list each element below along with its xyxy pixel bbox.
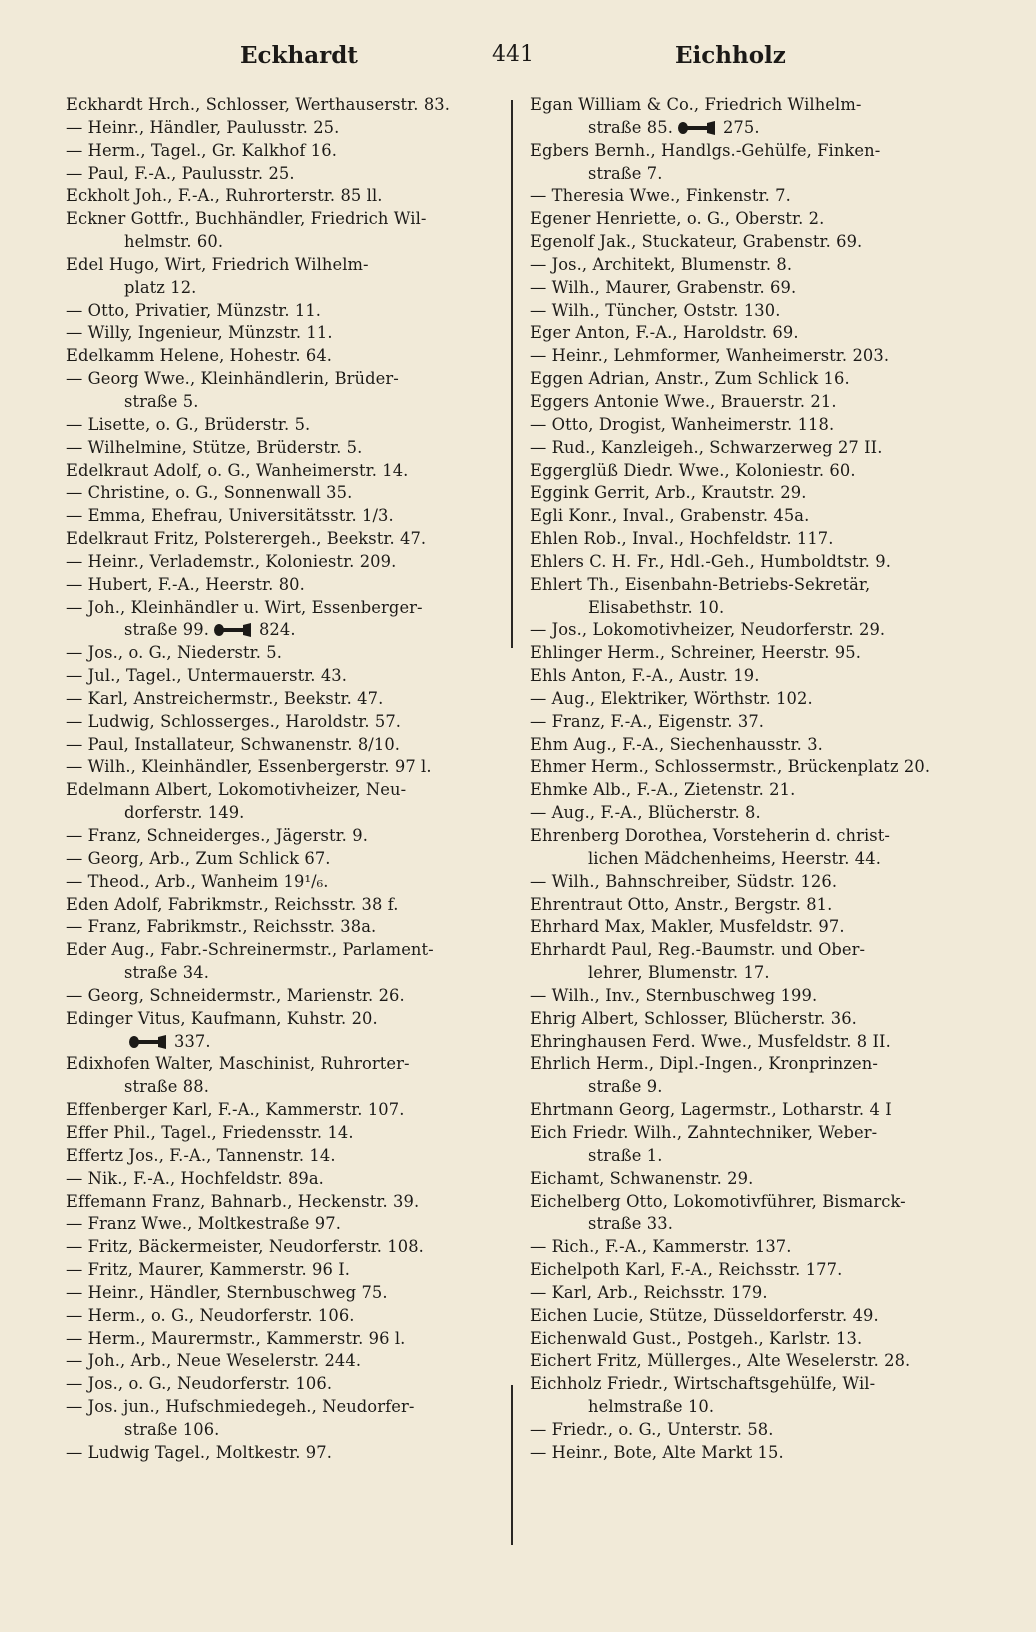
- entry-text: Edelkraut Adolf, o. G., Wanheimerstr. 14.: [66, 460, 409, 480]
- entry-continuation-text: straße 85.: [588, 117, 673, 137]
- entry-text: Eichert Fritz, Müllerges., Alte Weselerstr. 28.: [530, 1351, 911, 1371]
- directory-entry: [66, 505, 502, 528]
- entry-text: Eichen Lucie, Stütze, Düsseldorferstr. 49.: [530, 1305, 879, 1325]
- entry-continuation-text: helmstr. 60.: [124, 232, 224, 252]
- entry-text: — Franz, Fabrikmstr., Reichsstr. 38a.: [66, 917, 377, 937]
- entry-text: — Jos., Architekt, Blumenstr. 8.: [530, 254, 793, 274]
- directory-entry: [66, 574, 502, 597]
- entry-text: Eden Adolf, Fabrikmstr., Reichsstr. 38 f.: [66, 894, 399, 914]
- entry-text: Egener Henriette, o. G., Oberstr. 2.: [530, 209, 825, 229]
- directory-entry: [530, 208, 986, 231]
- entry-text: — Theresia Wwe., Finkenstr. 7.: [530, 186, 791, 206]
- directory-entry: [66, 665, 502, 688]
- directory-entry: [530, 985, 986, 1008]
- entry-text: — Jul., Tagel., Untermauerstr. 43.: [66, 666, 348, 686]
- entry-text: Ehrenberg Dorothea, Vorsteherin d. christ-: [530, 826, 890, 845]
- directory-entry: [530, 665, 986, 688]
- directory-entry: [66, 1350, 502, 1373]
- directory-entry: [530, 939, 986, 985]
- entry-text: Ehrhardt Paul, Reg.-Baumstr. und Ober-: [530, 940, 866, 960]
- entry-continuation: [530, 962, 986, 985]
- entry-text: — Jos. jun., Hufschmiedegeh., Neudorfer-: [66, 1397, 415, 1417]
- entry-text: Effenberger Karl, F.-A., Kammerstr. 107.: [66, 1100, 405, 1120]
- directory-entry: [66, 848, 502, 871]
- entry-text: Edinger Vitus, Kaufmann, Kuhstr. 20.: [66, 1008, 378, 1028]
- entry-continuation-text: straße 33.: [588, 1214, 673, 1234]
- entry-text: Effertz Jos., F.-A., Tannenstr. 14.: [66, 1145, 336, 1165]
- directory-entry: [530, 1282, 986, 1305]
- directory-entry: [530, 642, 986, 665]
- entry-text: — Georg, Schneidermstr., Marienstr. 26.: [66, 985, 405, 1005]
- directory-entry: [66, 1282, 502, 1305]
- entry-text: Eichenwald Gust., Postgeh., Karlstr. 13.: [530, 1328, 863, 1348]
- entry-continuation: [530, 1076, 986, 1099]
- entry-continuation: [530, 117, 986, 140]
- directory-entry: [530, 825, 986, 871]
- left-column: [66, 94, 502, 1465]
- column-divider-bottom: [511, 1385, 513, 1545]
- entry-text: — Jos., o. G., Niederstr. 5.: [66, 643, 282, 663]
- phone-number: 275.: [722, 117, 760, 137]
- entry-text: — Wilh., Inv., Sternbuschweg 199.: [530, 985, 818, 1005]
- directory-entry: [530, 1419, 986, 1442]
- directory-entry: [66, 1213, 502, 1236]
- directory-entry: [530, 1373, 986, 1419]
- entry-text: Eger Anton, F.-A., Haroldstr. 69.: [530, 323, 799, 343]
- directory-entry: [530, 1328, 986, 1351]
- directory-entry: [530, 1236, 986, 1259]
- entry-text: Ehm Aug., F.-A., Siechenhausstr. 3.: [530, 734, 823, 754]
- entry-text: — Herm., Maurermstr., Kammerstr. 96 l.: [66, 1328, 406, 1348]
- directory-entry: [530, 894, 986, 917]
- entry-continuation-text: straße 34.: [124, 963, 209, 983]
- entry-text: Edelkamm Helene, Hohestr. 64.: [66, 346, 333, 366]
- directory-entry: [66, 642, 502, 665]
- entry-text: Ehlert Th., Eisenbahn-Betriebs-Sekretär,: [530, 574, 871, 594]
- directory-entry: [530, 1350, 986, 1373]
- entry-text: Eichelberg Otto, Lokomotivführer, Bismarck-: [530, 1191, 906, 1211]
- entry-continuation-text: lichen Mädchenheims, Heerstr. 44.: [588, 848, 881, 868]
- phone-number: 824.: [258, 620, 296, 640]
- directory-entry: [66, 894, 502, 917]
- directory-entry: [66, 1008, 502, 1031]
- directory-entry: [530, 528, 986, 551]
- entry-text: — Herm., Tagel., Gr. Kalkhof 16.: [66, 140, 338, 160]
- directory-entry: [66, 1191, 502, 1214]
- directory-entry: [66, 756, 502, 779]
- directory-entry: [530, 231, 986, 254]
- column-divider-top: [511, 100, 513, 648]
- entry-text: — Theod., Arb., Wanheim 19¹/₆.: [66, 871, 329, 891]
- telephone-icon: [677, 121, 717, 135]
- entry-continuation: [530, 597, 986, 620]
- entry-text: — Heinr., Händler, Paulusstr. 25.: [66, 117, 340, 137]
- entry-text: — Otto, Drogist, Wanheimerstr. 118.: [530, 414, 835, 434]
- directory-entry: [530, 688, 986, 711]
- entry-continuation: [66, 231, 502, 254]
- telephone-icon: [128, 1033, 168, 1047]
- directory-entry: [530, 1122, 986, 1168]
- entry-continuation-text: straße 106.: [124, 1419, 220, 1439]
- directory-entry: [530, 802, 986, 825]
- entry-text: Ehrtmann Georg, Lagermstr., Lotharstr. 4 I: [530, 1100, 892, 1120]
- entry-continuation: [530, 1396, 986, 1419]
- directory-entry: [66, 437, 502, 460]
- entry-text: — Aug., Elektriker, Wörthstr. 102.: [530, 688, 813, 708]
- entry-text: — Heinr., Verlademstr., Koloniestr. 209.: [66, 551, 397, 571]
- entry-text: — Friedr., o. G., Unterstr. 58.: [530, 1419, 774, 1439]
- entry-text: Ehrig Albert, Schlosser, Blücherstr. 36.: [530, 1008, 857, 1028]
- directory-entry: [66, 551, 502, 574]
- directory-entry: [530, 185, 986, 208]
- entry-text: — Ludwig, Schlosserges., Haroldstr. 57.: [66, 711, 402, 731]
- entry-text: Ehlers C. H. Fr., Hdl.-Geh., Humboldtstr. 9.: [530, 551, 891, 571]
- entry-text: Ehls Anton, F.-A., Austr. 19.: [530, 666, 760, 686]
- entry-text: Ehmer Herm., Schlossermstr., Brückenplatz 20.: [530, 757, 931, 777]
- entry-text: — Franz Wwe., Moltkestraße 97.: [66, 1214, 342, 1234]
- entry-text: — Jos., o. G., Neudorferstr. 106.: [66, 1374, 333, 1394]
- directory-entry: [66, 460, 502, 483]
- directory-entry: [66, 1373, 502, 1396]
- entry-continuation-text: straße 9.: [588, 1077, 663, 1097]
- directory-entry: [530, 871, 986, 894]
- directory-entry: [530, 414, 986, 437]
- directory-entry: [66, 871, 502, 894]
- directory-entry: [530, 94, 986, 140]
- directory-entry: [530, 140, 986, 186]
- directory-entry: [530, 1008, 986, 1031]
- entry-text: Egbers Bernh., Handlgs.-Gehülfe, Finken-: [530, 140, 881, 160]
- entry-text: Ehlen Rob., Inval., Hochfeldstr. 117.: [530, 529, 834, 549]
- entry-text: Edixhofen Walter, Maschinist, Ruhrorter-: [66, 1054, 410, 1074]
- directory-entry: [530, 322, 986, 345]
- entry-text: — Emma, Ehefrau, Universitätsstr. 1/3.: [66, 506, 394, 526]
- entry-text: — Willy, Ingenieur, Münzstr. 11.: [66, 323, 333, 343]
- directory-entry: [66, 300, 502, 323]
- directory-entry: [66, 185, 502, 208]
- entry-text: — Wilh., Bahnschreiber, Südstr. 126.: [530, 871, 838, 891]
- directory-entry: [66, 163, 502, 186]
- directory-entry: [66, 1328, 502, 1351]
- header-left-keyword: Eckhardt: [240, 42, 358, 69]
- entry-text: — Otto, Privatier, Münzstr. 11.: [66, 300, 322, 320]
- directory-entry: [530, 277, 986, 300]
- entry-text: Ehringhausen Ferd. Wwe., Musfeldstr. 8 II.: [530, 1031, 891, 1051]
- directory-entry: [66, 1122, 502, 1145]
- entry-continuation: [530, 1145, 986, 1168]
- directory-entry: [66, 1442, 502, 1465]
- directory-entry: [66, 1396, 502, 1442]
- entry-text: Edelkraut Fritz, Polsterergeh., Beekstr. 47.: [66, 529, 427, 549]
- header-right-keyword: Eichholz: [675, 42, 786, 69]
- directory-entry: [530, 916, 986, 939]
- entry-text: Eichamt, Schwanenstr. 29.: [530, 1168, 754, 1188]
- entry-text: — Rich., F.-A., Kammerstr. 137.: [530, 1237, 792, 1257]
- directory-entry: [530, 551, 986, 574]
- directory-entry: [66, 597, 502, 643]
- entry-continuation: [66, 277, 502, 300]
- directory-entry: [66, 1145, 502, 1168]
- directory-entry: [66, 985, 502, 1008]
- entry-continuation: [530, 163, 986, 186]
- entry-text: — Wilh., Tüncher, Oststr. 130.: [530, 300, 781, 320]
- entry-continuation: [66, 1419, 502, 1442]
- directory-entry: [66, 94, 502, 117]
- directory-entry: [66, 1168, 502, 1191]
- entry-continuation-text: helmstraße 10.: [588, 1397, 715, 1417]
- phone-number: 337.: [174, 1031, 211, 1051]
- telephone-icon: [213, 623, 253, 637]
- entry-continuation-text: straße 7.: [588, 163, 663, 183]
- entry-text: — Wilhelmine, Stütze, Brüderstr. 5.: [66, 437, 363, 457]
- directory-entry: [530, 1191, 986, 1237]
- entry-text: — Wilh., Kleinhändler, Essenbergerstr. 97 l.: [66, 757, 432, 777]
- directory-entry: [66, 1031, 502, 1054]
- entry-text: Ehmke Alb., F.-A., Zietenstr. 21.: [530, 780, 796, 800]
- telephone-icon: [677, 119, 717, 133]
- directory-entry: [66, 482, 502, 505]
- entry-text: Ehrhard Max, Makler, Musfeldstr. 97.: [530, 917, 845, 937]
- directory-entry: [66, 140, 502, 163]
- entry-text: Eggen Adrian, Anstr., Zum Schlick 16.: [530, 369, 850, 389]
- entry-text: Eich Friedr. Wilh., Zahntechniker, Weber-: [530, 1122, 878, 1142]
- directory-entry: [530, 619, 986, 642]
- entry-text: Eder Aug., Fabr.-Schreinermstr., Parlament-: [66, 940, 434, 960]
- directory-entry: [530, 779, 986, 802]
- entry-continuation-text: straße 5.: [124, 391, 199, 411]
- telephone-icon: [128, 1035, 168, 1049]
- entry-text: — Joh., Arb., Neue Weselerstr. 244.: [66, 1351, 362, 1371]
- entry-continuation-text: lehrer, Blumenstr. 17.: [588, 963, 770, 983]
- entry-text: — Franz, F.-A., Eigenstr. 37.: [530, 711, 765, 731]
- entry-continuation-text: straße 99.: [124, 620, 209, 640]
- entry-text: — Franz, Schneiderges., Jägerstr. 9.: [66, 826, 368, 845]
- entry-continuation-text: dorferstr. 149.: [124, 803, 245, 823]
- directory-entry: [530, 460, 986, 483]
- entry-text: — Karl, Arb., Reichsstr. 179.: [530, 1282, 768, 1302]
- entry-text: — Jos., Lokomotivheizer, Neudorferstr. 29.: [530, 620, 886, 640]
- directory-entry: [530, 437, 986, 460]
- entry-text: — Karl, Anstreichermstr., Beekstr. 47.: [66, 688, 384, 708]
- entry-text: Eckholt Joh., F.-A., Ruhrorterstr. 85 ll.: [66, 186, 383, 206]
- directory-entry: [66, 734, 502, 757]
- directory-entry: [530, 1031, 986, 1054]
- entry-text: — Heinr., Bote, Alte Markt 15.: [530, 1442, 784, 1462]
- entry-continuation: [530, 1213, 986, 1236]
- entry-text: Eckner Gottfr., Buchhändler, Friedrich Wil-: [66, 209, 427, 229]
- directory-entry: [530, 1305, 986, 1328]
- directory-entry: [530, 345, 986, 368]
- entry-text: — Fritz, Maurer, Kammerstr. 96 I.: [66, 1260, 351, 1280]
- entry-text: Eichelpoth Karl, F.-A., Reichsstr. 177.: [530, 1260, 843, 1280]
- entry-text: Effer Phil., Tagel., Friedensstr. 14.: [66, 1122, 354, 1142]
- directory-entry: [530, 1053, 986, 1099]
- entry-continuation: [66, 1076, 502, 1099]
- directory-entry: [66, 688, 502, 711]
- entry-text: — Paul, Installateur, Schwanenstr. 8/10.: [66, 734, 401, 754]
- directory-entry: [530, 574, 986, 620]
- entry-continuation: [66, 802, 502, 825]
- entry-text: — Fritz, Bäckermeister, Neudorferstr. 108.: [66, 1237, 424, 1257]
- entry-text: — Ludwig Tagel., Moltkestr. 97.: [66, 1442, 332, 1462]
- directory-entry: [66, 208, 502, 254]
- directory-entry: [530, 1099, 986, 1122]
- directory-entry: [66, 368, 502, 414]
- entry-text: — Heinr., Lehmformer, Wanheimerstr. 203.: [530, 346, 890, 366]
- entry-text: Edelmann Albert, Lokomotivheizer, Neu-: [66, 780, 407, 800]
- directory-entry: [66, 528, 502, 551]
- entry-text: Ehlinger Herm., Schreiner, Heerstr. 95.: [530, 643, 862, 663]
- entry-text: Eckhardt Hrch., Schlosser, Werthauserstr. 83.: [66, 95, 451, 114]
- directory-entry: [66, 254, 502, 300]
- telephone-icon: [213, 621, 253, 635]
- entry-text: Egenolf Jak., Stuckateur, Grabenstr. 69.: [530, 232, 863, 252]
- entry-text: Egan William & Co., Friedrich Wilhelm-: [530, 95, 862, 114]
- directory-entry: [66, 1305, 502, 1328]
- directory-entry: [66, 322, 502, 345]
- entry-text: — Joh., Kleinhändler u. Wirt, Essenberger-: [66, 597, 423, 617]
- directory-entry: [66, 916, 502, 939]
- entry-continuation: [66, 391, 502, 414]
- entry-text: Effemann Franz, Bahnarb., Heckenstr. 39.: [66, 1191, 420, 1211]
- entry-continuation-text: straße 88.: [124, 1077, 209, 1097]
- directory-entry: [530, 300, 986, 323]
- directory-entry: [66, 825, 502, 848]
- directory-entry: [66, 117, 502, 140]
- entry-continuation: [530, 848, 986, 871]
- right-column: [530, 94, 986, 1465]
- entry-text: — Paul, F.-A., Paulusstr. 25.: [66, 163, 295, 183]
- directory-entry: [66, 1099, 502, 1122]
- directory-entry: [66, 345, 502, 368]
- entry-text: — Georg Wwe., Kleinhändlerin, Brüder-: [66, 369, 399, 389]
- page-header: [0, 42, 1036, 82]
- entry-text: — Wilh., Maurer, Grabenstr. 69.: [530, 277, 797, 297]
- entry-continuation: [66, 619, 502, 642]
- directory-entry: [66, 1053, 502, 1099]
- directory-entry: [530, 505, 986, 528]
- entry-continuation-text: platz 12.: [124, 277, 197, 297]
- entry-text: — Nik., F.-A., Hochfeldstr. 89a.: [66, 1168, 324, 1188]
- entry-text: — Georg, Arb., Zum Schlick 67.: [66, 848, 331, 868]
- directory-entry: [530, 756, 986, 779]
- directory-entry: [66, 1259, 502, 1282]
- page-number: 441: [492, 42, 534, 67]
- directory-entry: [66, 414, 502, 437]
- directory-entry: [530, 1442, 986, 1465]
- directory-entry: [530, 711, 986, 734]
- directory-entry: [66, 1236, 502, 1259]
- directory-entry: [66, 939, 502, 985]
- directory-entry: [530, 391, 986, 414]
- directory-entry: [530, 368, 986, 391]
- directory-entry: [66, 711, 502, 734]
- directory-entry: [530, 482, 986, 505]
- entry-text: Edel Hugo, Wirt, Friedrich Wilhelm-: [66, 254, 369, 274]
- entry-text: Eggerglüß Diedr. Wwe., Koloniestr. 60.: [530, 460, 856, 480]
- entry-text: Ehrlich Herm., Dipl.-Ingen., Kronprinzen-: [530, 1054, 878, 1074]
- directory-entry: [66, 779, 502, 825]
- entry-text: Eggink Gerrit, Arb., Krautstr. 29.: [530, 483, 807, 503]
- entry-text: — Herm., o. G., Neudorferstr. 106.: [66, 1305, 355, 1325]
- entry-text: — Christine, o. G., Sonnenwall 35.: [66, 483, 353, 503]
- entry-text: — Lisette, o. G., Brüderstr. 5.: [66, 414, 311, 434]
- directory-entry: [530, 254, 986, 277]
- entry-text: Ehrentraut Otto, Anstr., Bergstr. 81.: [530, 894, 833, 914]
- entry-continuation-text: straße 1.: [588, 1145, 663, 1165]
- directory-entry: [530, 1259, 986, 1282]
- entry-text: Egli Konr., Inval., Grabenstr. 45a.: [530, 506, 810, 526]
- entry-text: — Heinr., Händler, Sternbuschweg 75.: [66, 1282, 388, 1302]
- entry-text: Eggers Antonie Wwe., Brauerstr. 21.: [530, 391, 837, 411]
- entry-text: — Hubert, F.-A., Heerstr. 80.: [66, 574, 305, 594]
- entry-text: — Aug., F.-A., Blücherstr. 8.: [530, 803, 761, 823]
- entry-text: — Rud., Kanzleigeh., Schwarzerweg 27 II.: [530, 437, 883, 457]
- entry-text: Eichholz Friedr., Wirtschaftsgehülfe, Wil-: [530, 1374, 876, 1394]
- entry-continuation-text: Elisabethstr. 10.: [588, 597, 725, 617]
- entry-continuation: [66, 962, 502, 985]
- directory-entry: [530, 734, 986, 757]
- directory-entry: [530, 1168, 986, 1191]
